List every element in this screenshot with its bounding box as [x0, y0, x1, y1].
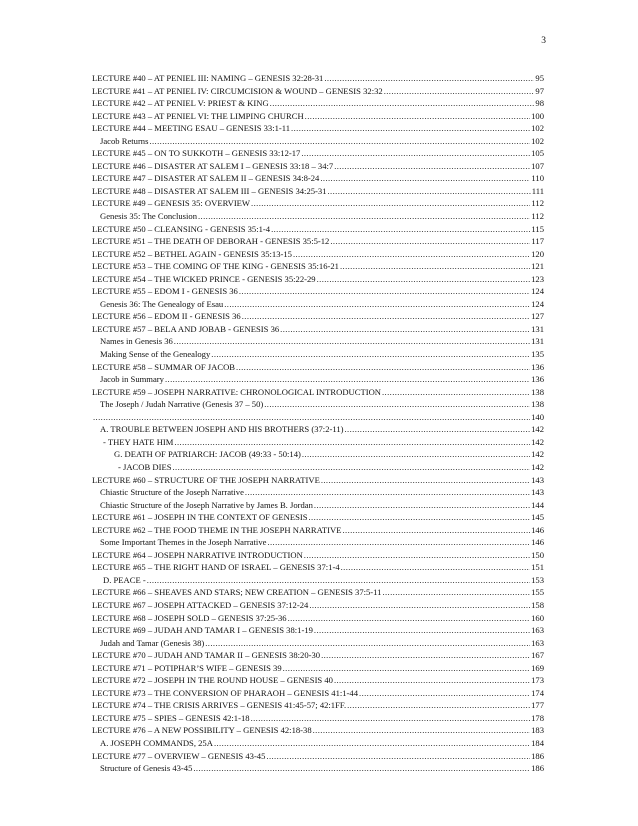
- toc-entry-page-number: 151: [531, 562, 544, 573]
- toc-leader-dots: [328, 185, 531, 198]
- toc-entry-page-number: 146: [531, 537, 544, 548]
- toc-entry[interactable]: [92, 411, 544, 424]
- toc-entry-page-number: 178: [531, 712, 544, 723]
- toc-leader-dots: [382, 586, 530, 599]
- toc-entry[interactable]: [92, 574, 544, 587]
- toc-entry[interactable]: [92, 172, 544, 185]
- toc-leader-dots: [236, 361, 530, 374]
- toc-leader-dots: [251, 197, 530, 210]
- toc-entry[interactable]: [92, 85, 544, 98]
- toc-entry[interactable]: [92, 210, 544, 223]
- toc-entry-label: Judah and Tamar (Genesis 38): [100, 637, 205, 648]
- toc-entry-page-number: 97: [535, 85, 544, 96]
- toc-entry-page-number: 150: [531, 549, 544, 560]
- toc-entry-page-number: 112: [531, 211, 544, 222]
- toc-entry[interactable]: [92, 398, 544, 411]
- toc-entry[interactable]: [92, 524, 544, 537]
- toc-leader-dots: [334, 674, 530, 687]
- toc-entry-page-number: 138: [531, 386, 544, 397]
- toc-entry-page-number: 136: [531, 374, 544, 385]
- toc-entry-label: LECTURE #47 – DISASTER AT SALEM II – GENESIS 34:8-24: [92, 173, 320, 184]
- toc-entry-page-number: 173: [531, 675, 544, 686]
- toc-entry[interactable]: [92, 335, 544, 348]
- toc-entry-label: LECTURE #73 – THE CONVERSION OF PHARAOH – GENESIS 41:1-44: [92, 687, 359, 698]
- toc-entry[interactable]: [92, 235, 544, 248]
- page-number: 3: [541, 36, 546, 46]
- toc-entry[interactable]: [92, 511, 544, 524]
- toc-leader-dots: [320, 172, 530, 185]
- toc-entry-label: - THEY HATE HIM: [103, 436, 174, 447]
- toc-entry-label: LECTURE #66 – SHEAVES AND STARS; NEW CREATION – GENESIS 37:5-11: [92, 587, 382, 598]
- toc-entry-page-number: 100: [531, 110, 544, 121]
- toc-leader-dots: [302, 448, 530, 461]
- toc-entry[interactable]: [92, 298, 544, 311]
- toc-entry-label: Some Important Themes in the Joseph Narrative: [100, 537, 267, 548]
- toc-entry-page-number: 131: [531, 336, 544, 347]
- toc-entry-label: - JACOB DIES: [118, 461, 172, 472]
- toc-entry-page-number: 95: [535, 73, 544, 83]
- toc-entry-label: LECTURE #60 – STRUCTURE OF THE JOSEPH NARRATIVE: [92, 474, 320, 485]
- toc-entry[interactable]: [92, 461, 544, 474]
- toc-entry-page-number: 102: [531, 135, 544, 146]
- toc-entry-page-number: 177: [531, 700, 544, 711]
- toc-entry[interactable]: [92, 361, 544, 374]
- toc-leader-dots: [293, 248, 530, 261]
- toc-entry-label: LECTURE #49 – GENESIS 35: OVERVIEW: [92, 198, 251, 209]
- toc-leader-dots: [224, 298, 530, 311]
- toc-entry[interactable]: [92, 486, 544, 499]
- toc-entry-page-number: 142: [531, 449, 544, 460]
- toc-leader-dots: [382, 386, 530, 399]
- toc-leader-dots: [193, 762, 530, 775]
- toc-entry-page-number: 146: [531, 524, 544, 535]
- toc-entry[interactable]: [92, 436, 544, 449]
- toc-entry-label: LECTURE #40 – AT PENIEL III: NAMING – GENESIS 32:28-31: [92, 73, 324, 83]
- toc-entry[interactable]: [92, 586, 544, 599]
- toc-leader-dots: [147, 574, 530, 587]
- toc-entry-page-number: 142: [531, 461, 544, 472]
- toc-entry-label: LECTURE #43 – AT PENIEL VI: THE LIMPING CHURCH: [92, 110, 304, 121]
- toc-entry-page-number: 124: [531, 286, 544, 297]
- toc-entry-page-number: 174: [531, 687, 544, 698]
- toc-entry[interactable]: [92, 750, 544, 763]
- toc-entry-label: LECTURE #57 – BELA AND JOBAB - GENESIS 36: [92, 323, 280, 334]
- toc-entry[interactable]: [92, 248, 544, 261]
- toc-entry-label: LECTURE #76 – A NEW POSSIBILITY – GENESIS 42:18-38: [92, 725, 312, 736]
- toc-entry-page-number: 142: [531, 424, 544, 435]
- toc-entry[interactable]: [92, 474, 544, 487]
- toc-leader-dots: [359, 687, 530, 700]
- toc-entry-page-number: 160: [531, 612, 544, 623]
- toc-leader-dots: [242, 310, 530, 323]
- toc-entry-label: D. PEACE -: [103, 574, 146, 585]
- toc-leader-dots: [314, 499, 530, 512]
- toc-entry-page-number: 155: [531, 587, 544, 598]
- toc-entry-page-number: 163: [531, 625, 544, 636]
- toc-leader-dots: [165, 373, 530, 386]
- toc-entry-label: LECTURE #44 – MEETING ESAU – GENESIS 33:1-11: [92, 123, 291, 134]
- toc-entry[interactable]: [92, 637, 544, 650]
- toc-entry-label: LECTURE #69 – JUDAH AND TAMAR I – GENESIS 38:1-19: [92, 625, 313, 636]
- toc-entry[interactable]: [92, 737, 544, 750]
- toc-leader-dots: [266, 750, 530, 763]
- toc-entry[interactable]: [92, 110, 544, 123]
- toc-entry[interactable]: [92, 197, 544, 210]
- toc-entry-label: LECTURE #77 – OVERVIEW – GENESIS 43-45: [92, 750, 266, 761]
- toc-entry[interactable]: [92, 285, 544, 298]
- toc-entry[interactable]: [92, 687, 544, 700]
- toc-entry-label: LECTURE #50 – CLEANSING - GENESIS 35:1-4: [92, 223, 271, 234]
- toc-entry-page-number: 123: [531, 273, 544, 284]
- toc-leader-dots: [271, 223, 530, 236]
- toc-entry-page-number: 121: [531, 261, 544, 272]
- toc-entry-page-number: 105: [531, 148, 544, 159]
- toc-leader-dots: [340, 260, 530, 273]
- toc-entry[interactable]: [92, 536, 544, 549]
- toc-entry-label: LECTURE #46 – DISASTER AT SALEM I – GENESIS 33:18 – 34:7: [92, 160, 334, 171]
- toc-entry-page-number: 158: [531, 599, 544, 610]
- toc-entry[interactable]: [92, 662, 544, 675]
- toc-leader-dots: [211, 348, 530, 361]
- toc-entry[interactable]: [92, 273, 544, 286]
- toc-leader-dots: [245, 486, 530, 499]
- toc-entry-label: G. DEATH OF PATRIARCH: JACOB (49:33 - 50:14): [114, 449, 301, 460]
- toc-entry[interactable]: [92, 323, 544, 336]
- toc-leader-dots: [149, 135, 530, 148]
- toc-entry-page-number: 107: [531, 160, 544, 171]
- toc-leader-dots: [239, 285, 530, 298]
- toc-entry[interactable]: [92, 223, 544, 236]
- toc-entry-label: Genesis 35: The Conclusion: [100, 211, 197, 222]
- toc-entry-label: LECTURE #41 – AT PENIEL IV: CIRCUMCISION & WOUND – GENESIS 32:32: [92, 85, 383, 96]
- toc-entry-label: Names in Genesis 36: [100, 336, 173, 347]
- toc-entry[interactable]: [92, 674, 544, 687]
- toc-entry[interactable]: [92, 72, 544, 85]
- toc-entry-page-number: 163: [531, 637, 544, 648]
- toc-entry[interactable]: [92, 185, 544, 198]
- toc-entry[interactable]: [92, 624, 544, 637]
- toc-entry-page-number: 169: [531, 662, 544, 673]
- toc-entry-label: Jacob in Summary: [100, 374, 164, 385]
- toc-entry[interactable]: [92, 348, 544, 361]
- toc-entry[interactable]: [92, 160, 544, 173]
- toc-entry[interactable]: [92, 612, 544, 625]
- toc-entry-label: LECTURE #64 – JOSEPH NARRATIVE INTRODUCTION: [92, 549, 303, 560]
- toc-entry-page-number: 120: [531, 248, 544, 259]
- toc-entry[interactable]: [92, 423, 544, 436]
- toc-entry[interactable]: [92, 762, 544, 775]
- toc-leader-dots: [334, 160, 530, 173]
- toc-entry[interactable]: [92, 448, 544, 461]
- toc-entry-page-number: 124: [531, 298, 544, 309]
- toc-entry[interactable]: [92, 561, 544, 574]
- toc-entry[interactable]: [92, 499, 544, 512]
- toc-leader-dots: [291, 122, 530, 135]
- toc-leader-dots: [324, 72, 534, 85]
- toc-entry-page-number: 144: [531, 499, 544, 510]
- toc-leader-dots: [205, 637, 530, 650]
- toc-leader-dots: [321, 474, 530, 487]
- toc-entry-page-number: 138: [531, 399, 544, 410]
- toc-entry-label: Jacob Returns: [100, 135, 149, 146]
- toc-entry-page-number: 115: [531, 223, 544, 234]
- toc-leader-dots: [317, 273, 531, 286]
- toc-leader-dots: [313, 724, 530, 737]
- toc-entry-page-number: 142: [531, 436, 544, 447]
- toc-leader-dots: [172, 461, 530, 474]
- toc-entry-page-number: 112: [531, 198, 544, 209]
- toc-entry[interactable]: [92, 147, 544, 160]
- toc-entry[interactable]: [92, 135, 544, 148]
- toc-leader-dots: [321, 649, 530, 662]
- toc-entry-page-number: 110: [531, 173, 544, 184]
- toc-entry[interactable]: [92, 599, 544, 612]
- toc-entry-page-number: 135: [531, 349, 544, 360]
- toc-entry-label: LECTURE #71 – POTIPHAR’S WIFE – GENESIS 39: [92, 662, 282, 673]
- toc-leader-dots: [267, 536, 530, 549]
- toc-leader-dots: [214, 737, 530, 750]
- toc-entry-label: Genesis 36: The Genealogy of Esau: [100, 298, 224, 309]
- toc-entry-label: LECTURE #65 – THE RIGHT HAND OF ISRAEL – GENESIS 37:1-4: [92, 562, 340, 573]
- toc-leader-dots: [280, 323, 530, 336]
- toc-entry-label: LECTURE #54 – THE WICKED PRINCE - GENESIS 35:22-29: [92, 273, 316, 284]
- toc-entry-label: Chiastic Structure of the Joseph Narrative by James B. Jordan: [100, 499, 313, 510]
- toc-leader-dots: [309, 511, 531, 524]
- toc-leader-dots: [174, 335, 530, 348]
- toc-leader-dots: [341, 561, 530, 574]
- toc-entry-label: LECTURE #48 – DISASTER AT SALEM III – GENESIS 34:25-31: [92, 185, 327, 196]
- toc-entry-page-number: 140: [531, 411, 544, 422]
- toc-entry-label: LECTURE #45 – ON TO SUKKOTH – GENESIS 33:12-17: [92, 148, 301, 159]
- toc-leader-dots: [384, 85, 535, 98]
- toc-leader-dots: [264, 398, 530, 411]
- toc-entry-label: LECTURE #52 – BETHEL AGAIN - GENESIS 35:13-15: [92, 248, 292, 259]
- toc-entry-page-number: 184: [531, 737, 544, 748]
- toc-leader-dots: [270, 97, 535, 110]
- toc-entry-label: LECTURE #68 – JOSEPH SOLD – GENESIS 37:25-36: [92, 612, 287, 623]
- toc-entry-label: A. JOSEPH COMMANDS, 25A: [100, 737, 213, 748]
- toc-entry-label: LECTURE #51 – THE DEATH OF DEBORAH - GENESIS 35:5-12: [92, 236, 330, 247]
- toc-entry-page-number: 143: [531, 474, 544, 485]
- toc-entry-label: LECTURE #53 – THE COMING OF THE KING - GENESIS 35:16-21: [92, 261, 339, 272]
- toc-entry[interactable]: [92, 122, 544, 135]
- toc-entry-page-number: 102: [531, 123, 544, 134]
- toc-leader-dots: [330, 235, 530, 248]
- toc-leader-dots: [314, 624, 530, 637]
- toc-entry-label: LECTURE #62 – THE FOOD THEME IN THE JOSEPH NARRATIVE: [92, 524, 342, 535]
- toc-entry-label: LECTURE #61 – JOSEPH IN THE CONTEXT OF GENESIS: [92, 512, 308, 523]
- toc-entry-label: LECTURE #42 – AT PENIEL V: PRIEST & KING: [92, 98, 269, 109]
- toc-entry-label: LECTURE #74 – THE CRISIS ARRIVES – GENESIS 41:45-57; 42:1FF.: [92, 700, 347, 711]
- toc-entry-label: LECTURE #58 – SUMMAR OF JACOB: [92, 361, 236, 372]
- toc-entry[interactable]: [92, 712, 544, 725]
- toc-leader-dots: [305, 110, 530, 123]
- toc-entry[interactable]: [92, 724, 544, 737]
- toc-leader-dots: [309, 599, 530, 612]
- toc-entry-label: Chiastic Structure of the Joseph Narrative: [100, 487, 244, 498]
- toc-leader-dots: [93, 411, 530, 424]
- toc-entry[interactable]: [92, 549, 544, 562]
- toc-entry-page-number: 186: [531, 750, 544, 761]
- toc-entry-page-number: 117: [531, 236, 544, 247]
- toc-entry-page-number: 111: [531, 185, 544, 196]
- toc-entry-page-number: 136: [531, 361, 544, 372]
- toc-entry[interactable]: [92, 373, 544, 386]
- toc-entry[interactable]: [92, 649, 544, 662]
- toc-leader-dots: [288, 612, 531, 625]
- toc-entry-page-number: 167: [531, 650, 544, 661]
- toc-entry-page-number: 127: [531, 311, 544, 322]
- toc-leader-dots: [345, 423, 531, 436]
- toc-entry-label: LECTURE #70 – JUDAH AND TAMAR II – GENESIS 38:20-30: [92, 650, 321, 661]
- toc-entry-page-number: 186: [531, 763, 544, 774]
- toc-entry-page-number: 131: [531, 323, 544, 334]
- toc-entry-page-number: 143: [531, 487, 544, 498]
- toc-entry-label: Making Sense of the Genealogy: [100, 349, 211, 360]
- toc-entry-page-number: 183: [531, 725, 544, 736]
- toc-entry-label: Structure of Genesis 43-45: [100, 763, 193, 774]
- toc-leader-dots: [347, 699, 530, 712]
- toc-entry-page-number: 153: [531, 574, 544, 585]
- toc-entry-label: A. TROUBLE BETWEEN JOSEPH AND HIS BROTHERS (37:2-11): [100, 424, 344, 435]
- toc-leader-dots: [283, 662, 530, 675]
- toc-leader-dots: [174, 436, 530, 449]
- toc-entry-label: LECTURE #67 – JOSEPH ATTACKED – GENESIS 37:12-24: [92, 599, 309, 610]
- toc-entry-page-number: 145: [531, 512, 544, 523]
- toc-leader-dots: [301, 147, 530, 160]
- toc-entry-label: The Joseph / Judah Narrative (Genesis 37 – 50): [100, 399, 264, 410]
- toc-entry[interactable]: [92, 386, 544, 399]
- toc-leader-dots: [198, 210, 530, 223]
- toc-leader-dots: [304, 549, 530, 562]
- toc-entry[interactable]: [92, 260, 544, 273]
- toc-entry[interactable]: [92, 699, 544, 712]
- toc-leader-dots: [251, 712, 531, 725]
- toc-entry-label: LECTURE #75 – SPIES – GENESIS 42:1-18: [92, 712, 250, 723]
- toc-entry-label: LECTURE #72 – JOSEPH IN THE ROUND HOUSE – GENESIS 40: [92, 675, 333, 686]
- toc-entry-label: LECTURE #56 – EDOM II - GENESIS 36: [92, 311, 241, 322]
- toc-leader-dots: [342, 524, 530, 537]
- toc-entry[interactable]: [92, 310, 544, 323]
- toc-entry-page-number: 98: [535, 98, 544, 109]
- toc-entry[interactable]: [92, 97, 544, 110]
- toc-entry-label: LECTURE #55 – EDOM I - GENESIS 36: [92, 286, 238, 297]
- toc-entry-label: LECTURE #59 – JOSEPH NARRATIVE: CHRONOLOGICAL INTRODUCTION: [92, 386, 381, 397]
- table-of-contents: [92, 72, 544, 775]
